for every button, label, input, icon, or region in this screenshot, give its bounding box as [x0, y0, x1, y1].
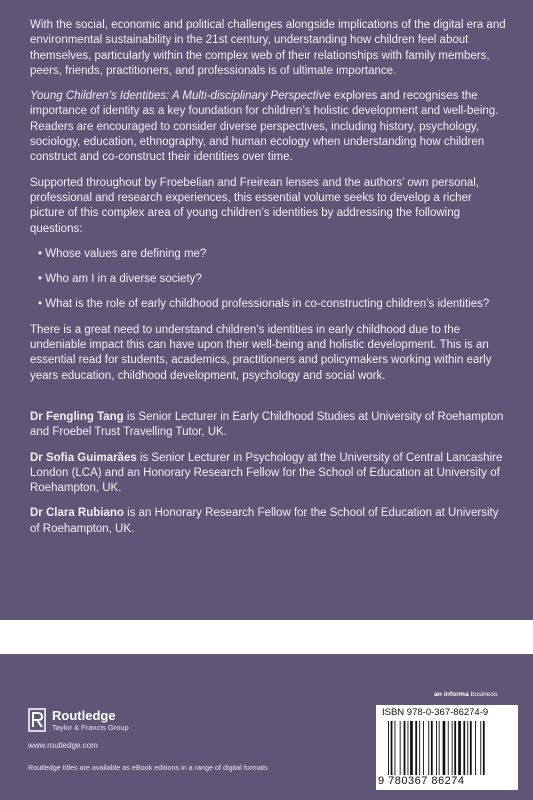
paragraph-intro: With the social, economic and political challenges alongside implications of the digital era and environmental sustainability in the 21st century, understanding how children feel about themselves, particularly within the complex web of their relationships with family members, peers, friends, practitioners, and professionals is of ultimate importance. — [30, 19, 506, 77]
routledge-logo — [28, 708, 129, 732]
author-bios — [30, 410, 508, 537]
barcode-bar — [448, 721, 449, 775]
barcode-bar — [400, 721, 401, 775]
barcode-bar — [436, 721, 437, 775]
ebook-note: Routledge titles are available as eBook editions in a range of digital formats — [28, 763, 268, 772]
barcode-bar — [415, 721, 417, 775]
barcode-bar — [423, 721, 424, 775]
publisher-name: Routledge — [52, 707, 116, 723]
author-bio — [30, 506, 508, 537]
barcode-bar — [391, 721, 393, 775]
barcode-bars — [388, 721, 512, 775]
barcode-bar — [454, 721, 456, 775]
barcode-bar — [475, 721, 476, 775]
barcode-bar — [452, 721, 453, 775]
author-bio — [30, 410, 508, 441]
list-item: • Who am I in a diverse society? — [38, 272, 508, 287]
informa-brand: an informa — [434, 691, 469, 698]
author-description: is Senior Lecturer in Psychology at the University of Central Lancashire London (LCA) and an Honorary Research Fellow for the School of Education at University of Roehampton, UK. — [30, 451, 503, 495]
book-summary: explores and recognises the importance of identity as a key foundation for children’s holistic development and well-being. Readers are encouraged to consider diverse perspectives, including history, psychology, sociology, education, ethnography, and human ecology when understanding how children construct and co-construct their identities over time. — [30, 90, 499, 164]
author-description: is Senior Lecturer in Early Childhood Studies at University of Roehampton and Froebel Trust Travelling Tutor, UK. — [30, 410, 504, 439]
question-list — [30, 247, 508, 313]
author-bio — [30, 451, 508, 497]
barcode-bar — [463, 721, 465, 775]
barcode — [376, 705, 518, 790]
barcode-bar — [443, 721, 446, 775]
paragraph-support: Supported throughout by Froebelian and Freirean lenses and the authors’ own personal, professional and research experiences, this essential volume seeks to develop a richer picture of this complex area of young children’s identities by addressing the following questions: — [30, 176, 480, 235]
list-item: • What is the role of early childhood professionals in co-constructing children’s identities? — [38, 297, 508, 312]
author-name: Dr Clara Rubiano — [30, 507, 124, 520]
barcode-digits: 9 780367 86274 — [378, 775, 465, 787]
barcode-bar — [404, 721, 406, 775]
isbn-text: ISBN 978-0-367-86274-9 — [382, 707, 489, 718]
barcode-bar — [439, 721, 440, 775]
paragraph-book-summary — [30, 89, 508, 165]
informa-suffix: business — [468, 691, 498, 698]
barcode-bar — [395, 721, 396, 775]
paragraph-closing: There is a great need to understand children’s identities in early childhood due to the undeniable impact this can have upon their well-being and holistic development. This is an essential read for students, academics, practitioners and policymakers working within early years education, childhood development, psychology and social work. — [30, 323, 492, 382]
barcode-bar — [410, 721, 413, 775]
publisher-group: Taylor & Francis Group — [52, 722, 129, 732]
barcode-bar — [467, 721, 468, 775]
routledge-r-icon — [28, 708, 46, 732]
barcode-bar — [483, 721, 485, 775]
book-title: Young Children’s Identities: A Multi-disciplinary Perspective — [30, 90, 331, 103]
barcode-bar — [428, 721, 429, 775]
barcode-bar — [408, 721, 409, 775]
barcode-bar — [419, 721, 420, 775]
barcode-bar — [458, 721, 461, 775]
barcode-bar — [470, 721, 472, 775]
author-description: is an Honorary Research Fellow for the School of Education at University of Roehampton, UK. — [30, 507, 499, 535]
barcode-bar — [480, 721, 481, 775]
list-item: • Whose values are defining me? — [38, 247, 508, 262]
informa-tag — [434, 691, 497, 698]
barcode-bar — [431, 721, 433, 775]
publisher-url[interactable]: www.routledge.com — [28, 741, 98, 750]
barcode-bar — [388, 721, 389, 775]
author-name: Dr Sofia Guimarães — [30, 451, 137, 464]
back-cover-text — [30, 18, 508, 547]
author-name: Dr Fengling Tang — [30, 410, 124, 423]
